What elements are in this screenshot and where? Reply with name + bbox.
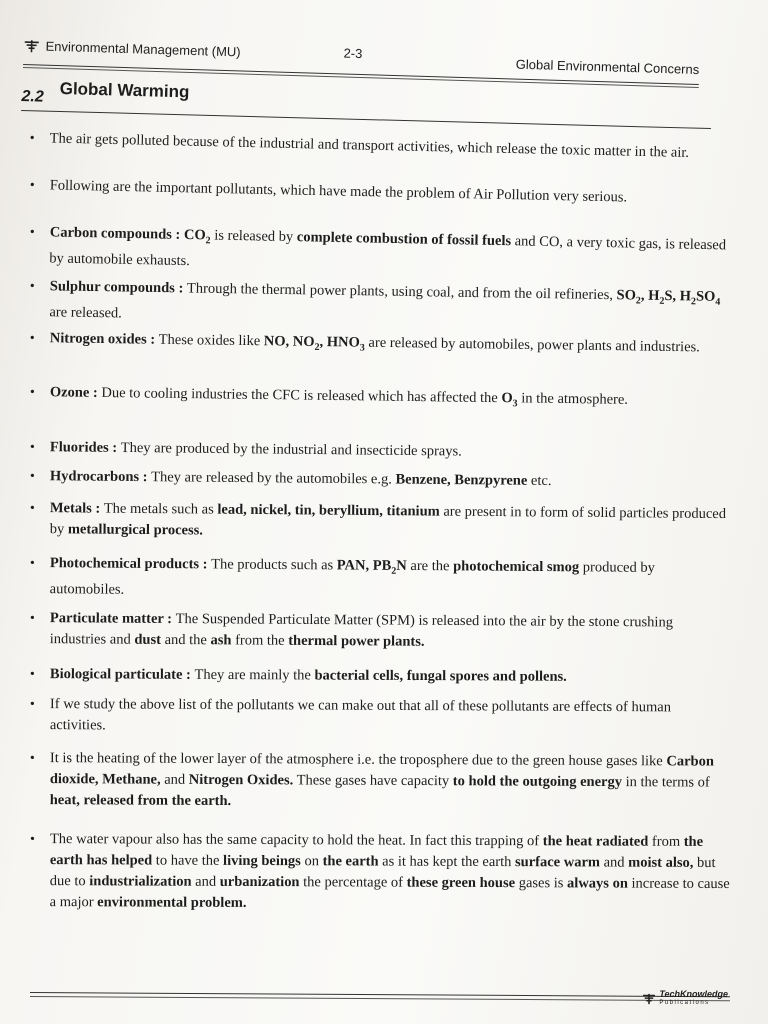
text-run: 3 bbox=[512, 398, 518, 410]
text-run: These oxides like bbox=[158, 331, 264, 350]
text-run: These gases have capacity bbox=[293, 772, 453, 790]
text-run: Nitrogen oxides : bbox=[49, 330, 159, 348]
bullet-item bbox=[30, 382, 730, 417]
text-run: and bbox=[191, 873, 220, 890]
text-run: It is the heating of the lower layer of the atmosphere i.e. the troposphere due to the green house gases like bbox=[49, 750, 667, 770]
bullet-text bbox=[50, 664, 730, 689]
text-run: 2 bbox=[391, 565, 397, 577]
text-run: If we study the above list of the pollutants we can make out that all of these pollutants are effects of human activities. bbox=[49, 696, 672, 734]
text-run: heat, released from the earth. bbox=[49, 792, 232, 810]
bullet-dot-icon: • bbox=[29, 330, 35, 347]
text-run: They are released by the automobiles e.g. bbox=[151, 469, 396, 488]
text-run: metallurgical process. bbox=[67, 521, 203, 539]
bullet-dot-icon: • bbox=[29, 468, 35, 485]
text-run: from bbox=[648, 833, 684, 850]
bullet-item bbox=[30, 498, 730, 546]
bullet-item bbox=[30, 694, 730, 740]
text-run: SO bbox=[616, 287, 637, 304]
bullet-text bbox=[50, 694, 730, 740]
text-run: 2 bbox=[690, 296, 697, 308]
bullet-text bbox=[50, 748, 730, 815]
text-run: dust bbox=[134, 631, 162, 648]
publisher-logo-icon bbox=[642, 993, 656, 1005]
text-run: 2 bbox=[635, 295, 641, 307]
text-run: the earth bbox=[322, 853, 379, 870]
bullet-item bbox=[30, 328, 730, 364]
text-run: 4 bbox=[715, 296, 721, 308]
bullet-text bbox=[50, 553, 730, 605]
bullet-dot-icon: • bbox=[29, 610, 35, 627]
text-run: They are mainly the bbox=[194, 666, 315, 684]
bullet-text bbox=[50, 382, 730, 417]
text-run: thermal power plants. bbox=[288, 632, 425, 650]
text-run: are released by automobiles, power plants and industries. bbox=[364, 334, 700, 356]
text-run: Carbon compounds : bbox=[49, 224, 185, 243]
bullet-dot-icon: • bbox=[29, 555, 35, 572]
bullet-item bbox=[29, 276, 730, 334]
text-run: Benzene, Benzpyrene bbox=[395, 471, 528, 489]
text-run: NO, NO bbox=[263, 333, 315, 350]
bullet-dot-icon: • bbox=[29, 224, 35, 241]
text-run: are released. bbox=[49, 304, 123, 322]
bullet-item bbox=[30, 466, 730, 494]
bullet-item bbox=[30, 175, 730, 211]
text-run: surface warm bbox=[515, 854, 601, 871]
bullet-text bbox=[50, 466, 730, 494]
header-chapter-title: Global Environmental Concerns bbox=[515, 56, 700, 78]
bullet-dot-icon: • bbox=[29, 750, 35, 767]
bullet-item bbox=[30, 128, 730, 165]
text-run: are present in to form of solid particles produced by bbox=[49, 503, 727, 538]
bullet-text bbox=[50, 128, 730, 164]
text-run: and bbox=[599, 854, 629, 871]
bullet-dot-icon: • bbox=[29, 439, 35, 456]
text-run: Particulate matter : bbox=[49, 610, 176, 628]
section-title: Global Warming bbox=[59, 78, 190, 102]
text-run: to hold the outgoing energy bbox=[452, 773, 623, 791]
text-run: to have the bbox=[152, 852, 224, 869]
bullet-dot-icon: • bbox=[29, 500, 35, 517]
text-run: The water vapour also has the same capacity to hold the heat. In fact this trapping of bbox=[49, 831, 543, 850]
text-run: and bbox=[160, 771, 189, 788]
text-run: complete combustion of fossil fuels bbox=[296, 229, 512, 250]
bullet-text bbox=[50, 608, 730, 655]
bullet-text bbox=[49, 222, 730, 282]
bullet-dot-icon: • bbox=[29, 666, 35, 683]
text-run: the percentage of bbox=[299, 874, 407, 891]
text-run: 2 bbox=[314, 341, 320, 353]
bullet-item bbox=[30, 437, 730, 465]
bullet-item bbox=[29, 222, 730, 282]
text-run: 3 bbox=[359, 342, 365, 354]
text-run: but due to bbox=[49, 854, 716, 890]
bullet-dot-icon: • bbox=[29, 696, 35, 713]
text-run: The products such as bbox=[211, 556, 337, 574]
text-run: bacterial cells, fungal spores and pollens. bbox=[314, 667, 567, 685]
text-run: Metals : bbox=[49, 500, 104, 517]
bullet-dot-icon: • bbox=[29, 130, 35, 147]
text-run: , H bbox=[640, 287, 660, 304]
text-run: on bbox=[300, 853, 323, 870]
text-run: in the terms of bbox=[621, 774, 710, 791]
text-run: ash bbox=[210, 632, 232, 649]
text-run: always on bbox=[567, 875, 628, 892]
text-run: urbanization bbox=[219, 873, 300, 891]
text-run: Hydrocarbons : bbox=[49, 468, 152, 486]
text-run: The Suspended Particulate Matter (SPM) is released into the air by the stone crushing industries and bbox=[49, 611, 674, 648]
header-page-number: 2-3 bbox=[343, 45, 363, 62]
text-run: gases is bbox=[515, 875, 568, 892]
text-run: increase to cause a major bbox=[49, 875, 730, 911]
text-run: etc. bbox=[527, 472, 552, 490]
text-run: SO bbox=[695, 288, 716, 305]
text-run: produced by automobiles. bbox=[49, 559, 655, 598]
text-run: these green house bbox=[406, 874, 516, 892]
text-run: are the bbox=[406, 557, 454, 575]
text-run: moist also, bbox=[628, 854, 694, 871]
text-run: in the atmosphere. bbox=[517, 390, 629, 408]
text-run: Biological particulate : bbox=[49, 666, 195, 683]
text-run: environmental problem. bbox=[97, 894, 247, 911]
text-run: and CO, a very toxic gas, is released by automobile exhausts. bbox=[49, 233, 727, 269]
bullet-dot-icon: • bbox=[29, 384, 35, 401]
text-run: industrialization bbox=[89, 873, 192, 890]
text-run: from the bbox=[231, 632, 289, 649]
bullet-text bbox=[50, 328, 730, 363]
text-run: Nitrogen Oxides. bbox=[188, 771, 294, 789]
bullet-text bbox=[50, 437, 730, 465]
text-run: Through the thermal power plants, using coal, and from the oil refineries, bbox=[186, 280, 617, 304]
section-number: 2.2 bbox=[21, 87, 44, 106]
bullet-dot-icon: • bbox=[29, 832, 35, 848]
text-run: CO bbox=[183, 226, 206, 244]
bullet-text bbox=[50, 829, 730, 916]
text-run: Ozone : bbox=[49, 384, 102, 401]
text-run: They are produced by the industrial and insecticide sprays. bbox=[120, 439, 462, 460]
bullet-dot-icon: • bbox=[29, 278, 35, 295]
text-run: the earth has helped bbox=[49, 833, 704, 869]
text-run: The metals such as bbox=[103, 500, 218, 518]
text-run: Sulphur compounds : bbox=[49, 278, 188, 297]
text-run: the heat radiated bbox=[542, 833, 649, 850]
text-run: photochemical smog bbox=[453, 558, 580, 576]
bullet-item bbox=[30, 553, 730, 605]
bullet-text bbox=[50, 498, 730, 546]
text-run: living beings bbox=[223, 852, 301, 870]
text-run: , HNO bbox=[319, 334, 360, 351]
text-run: Carbon dioxide, Methane, bbox=[49, 753, 714, 788]
footer-logo-sub: Publications bbox=[659, 1000, 710, 1006]
text-run: is released by bbox=[210, 227, 297, 246]
footer-publisher-logo bbox=[642, 990, 728, 1008]
text-run: as it has kept the earth bbox=[378, 853, 516, 871]
text-run: 2 bbox=[659, 295, 665, 307]
text-run: Following are the important pollutants, which have made the problem of Air Pollution very serious. bbox=[49, 177, 628, 206]
text-run: lead, nickel, tin, beryllium, titanium bbox=[217, 501, 440, 520]
text-run: O bbox=[501, 390, 513, 407]
header-book-title: Environmental Management (MU) bbox=[45, 38, 241, 60]
bullet-text bbox=[49, 276, 730, 334]
text-run: The air gets polluted because of the industrial and transport activities, which release the toxic matter in the air. bbox=[49, 130, 690, 161]
text-run: Photochemical products : bbox=[49, 555, 212, 573]
bullet-item bbox=[30, 829, 730, 916]
bullet-item bbox=[30, 664, 730, 689]
bullet-item bbox=[30, 748, 730, 815]
bullet-item bbox=[30, 608, 730, 655]
bullet-dot-icon: • bbox=[29, 177, 35, 194]
text-run: 2 bbox=[205, 235, 211, 247]
text-run: S, H bbox=[664, 287, 692, 305]
footer-logo-name: TechKnowledge bbox=[659, 989, 728, 999]
text-run: Due to cooling industries the CFC is released which has affected the bbox=[101, 384, 502, 407]
text-run: and the bbox=[160, 631, 211, 649]
bullet-text bbox=[50, 175, 730, 210]
text-run: N bbox=[396, 557, 407, 574]
text-run: Fluorides : bbox=[49, 439, 121, 456]
text-run: PAN, PB bbox=[336, 557, 392, 574]
